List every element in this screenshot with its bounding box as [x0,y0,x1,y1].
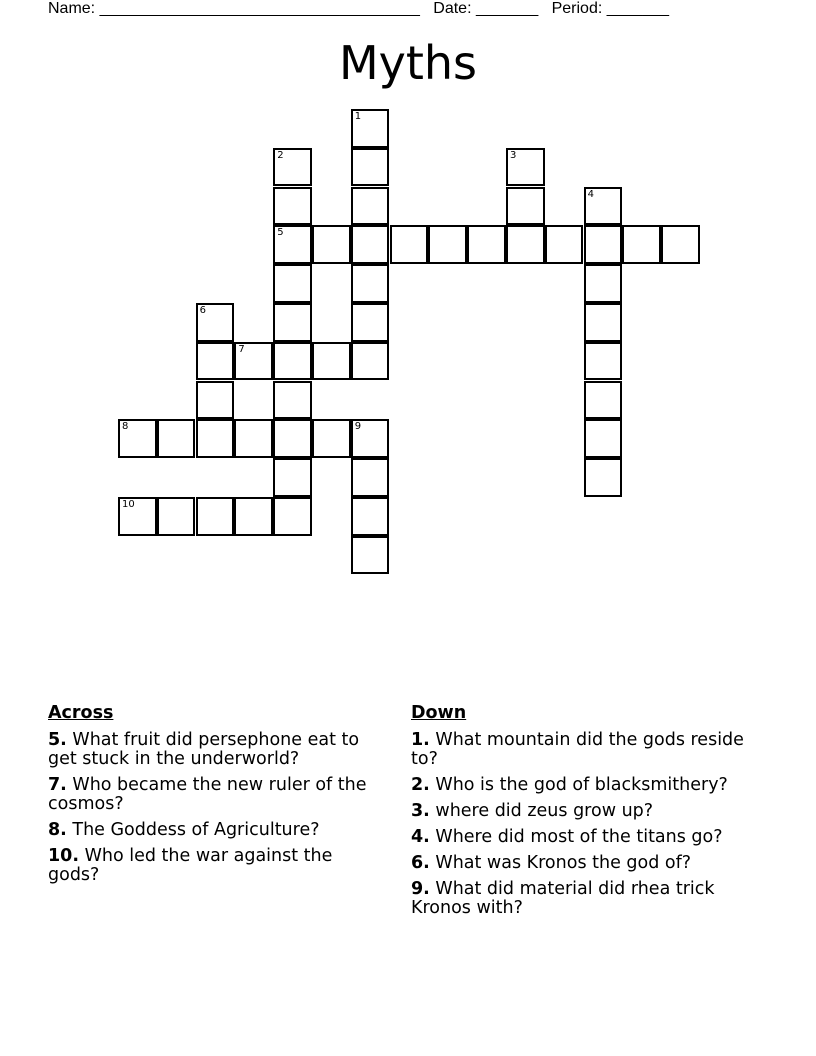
grid-cell[interactable] [273,342,312,381]
clue-number: 10 [122,499,135,510]
grid-cell[interactable] [545,225,584,264]
grid-cell[interactable] [234,342,273,381]
clue-down-6: 6. What was Kronos the god of? [411,853,692,873]
clue-down-9: 9. What did material did rhea trick Kronos with? [411,879,715,918]
student-info-line [48,0,768,18]
grid-cell[interactable] [273,381,312,420]
grid-cell[interactable] [118,497,157,536]
grid-cell[interactable] [273,419,312,458]
grid-cell[interactable] [234,497,273,536]
grid-cell[interactable] [351,225,390,264]
down-clues [411,702,771,925]
grid-cell[interactable] [506,148,545,187]
clue-number: 5 [277,227,284,239]
grid-cell[interactable] [196,303,235,342]
grid-cell[interactable] [506,225,545,264]
grid-cell[interactable] [584,303,623,342]
grid-cell[interactable] [584,264,623,303]
clue-across-5: 5. What fruit did persephone eat to get stuck in the underworld? [48,730,360,769]
grid-cell[interactable] [584,225,623,264]
grid-cell[interactable] [273,187,312,226]
grid-cell[interactable] [661,225,700,264]
grid-cell[interactable] [390,225,429,264]
grid-cell[interactable] [312,419,351,458]
clue-number: 9 [354,421,362,433]
grid-cell[interactable] [157,419,196,458]
clue-down-4: 4. Where did most of the titans go? [411,827,723,847]
clue-number: 8 [122,421,129,433]
grid-cell[interactable] [196,381,235,420]
grid-cell[interactable] [351,148,390,187]
grid-cell[interactable] [118,419,157,458]
page-title: Myths [338,36,478,90]
grid-cell[interactable] [584,458,623,497]
grid-cell[interactable] [273,264,312,303]
grid-cell[interactable] [234,419,273,458]
grid-cell[interactable] [196,419,235,458]
grid-cell[interactable] [351,303,390,342]
grid-cell[interactable] [351,264,390,303]
grid-cell[interactable] [312,342,351,381]
clue-number: 6 [199,305,206,316]
clue-number: 4 [587,188,594,200]
clue-number: 1 [354,111,362,122]
grid-cell[interactable] [584,381,623,420]
grid-cell[interactable] [273,148,312,187]
grid-cell[interactable] [273,225,312,264]
date-field[interactable]: Date: _______ [433,0,539,17]
name-field[interactable]: Name: ____________________________________ [48,0,420,17]
grid-cell[interactable] [351,109,390,148]
clue-number: 3 [510,149,517,161]
clue-down-2: 2. Who is the god of blacksmithery? [411,775,728,795]
grid-cell[interactable] [584,187,623,226]
grid-cell[interactable] [584,342,623,381]
across-clues [48,702,378,892]
grid-cell[interactable] [351,497,390,536]
period-field[interactable]: Period: _______ [551,0,670,17]
across-heading: Across [48,703,114,723]
clue-down-1: 1. What mountain did the gods reside to? [411,730,744,769]
grid-cell[interactable] [467,225,506,264]
grid-cell[interactable] [312,225,351,264]
grid-cell[interactable] [196,497,235,536]
clue-number: 7 [238,343,245,355]
grid-cell[interactable] [196,342,235,381]
clue-number: 2 [277,149,284,161]
clue-across-7: 7. Who became the new ruler of the cosmos? [48,775,367,814]
clue-across-10: 10. Who led the war against the gods? [48,846,333,885]
grid-cell[interactable] [584,419,623,458]
grid-cell[interactable] [273,458,312,497]
grid-cell[interactable] [351,536,390,575]
grid-cell[interactable] [351,187,390,226]
grid-cell[interactable] [273,303,312,342]
clue-down-3: 3. where did zeus grow up? [411,801,654,821]
grid-cell[interactable] [506,187,545,226]
down-heading: Down [411,703,467,723]
grid-cell[interactable] [157,497,196,536]
grid-cell[interactable] [351,419,390,458]
clue-across-8: 8. The Goddess of Agriculture? [48,820,320,840]
grid-cell[interactable] [351,458,390,497]
grid-cell[interactable] [428,225,467,264]
grid-cell[interactable] [622,225,661,264]
grid-cell[interactable] [351,342,390,381]
grid-cell[interactable] [273,497,312,536]
